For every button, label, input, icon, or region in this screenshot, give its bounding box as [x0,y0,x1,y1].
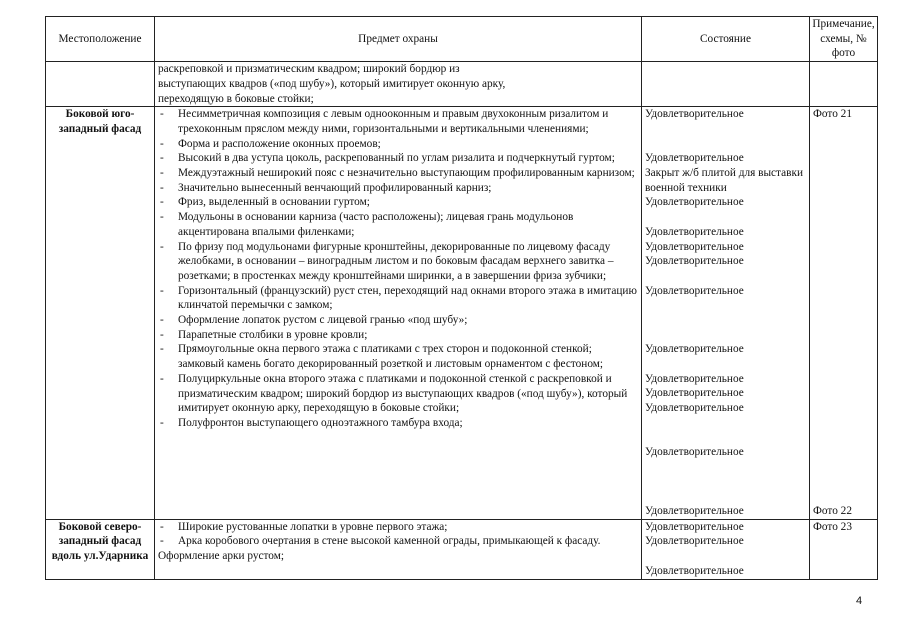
state-value: Удовлетворительное [645,225,744,238]
header-subject: Предмет охраны [155,17,642,62]
list-item: - Модульоны в основании карниза (часто расположены); лицевая грань модульонов акцентирована впалыми филенками; [160,211,574,238]
table-row-continuation [46,62,878,107]
state-value: Удовлетворительное [645,343,744,356]
photo-ref: Фото 22 [813,505,852,517]
list-item: - Широкие рустованные лопатки в уровне первого этажа; [160,520,448,533]
table-row-nw-facade [46,519,878,579]
list-item: - Арка коробового очертания в стене высокой каменной ограды, примыкающей к фасаду. [160,535,601,548]
subject-cell [155,519,642,579]
list-item: - Фриз, выделенный в основании гуртом; [160,196,370,209]
list-item: - Значительно вынесенный венчающий профилированный карниз; [160,181,492,194]
state-value: Удовлетворительное [645,284,744,297]
page-number: 4 [856,595,863,607]
header-note: Примечание, схемы, № фото [810,17,878,62]
list-item: - Парапетные столбики в уровне кровли; [160,328,368,341]
list-item: - Полуфронтон выступающего одноэтажного тамбура входа; [160,416,463,429]
state-value: Удовлетворительное [645,152,744,165]
state-value: Удовлетворительное [645,505,744,517]
state-value: Удовлетворительное [645,387,744,400]
note-cell [810,107,878,519]
cont-note-cell [810,62,878,107]
header-location: Местоположение [46,17,155,62]
location-cell: Боковой юго-западный фасад [46,107,155,519]
state-cell [642,519,810,579]
note-cell [810,519,878,579]
state-value: Удовлетворительное [645,108,744,121]
cont-line: переходящую в боковые стойки; [158,92,314,105]
state-value: Удовлетворительное [645,520,744,533]
state-value: Удовлетворительное [645,535,744,548]
state-value: Удовлетворительное [645,372,744,385]
list-item: - По фризу под модульонами фигурные кронштейны, декорированные по лицевому фасаду желобками, в основании – виноградным листом и по боковым фасадам верхнего завитка – розетками; в простенках между кронштейнами ширинки, а в завершении фриза зубчики; [160,240,614,282]
table-header-row [46,17,878,62]
state-value: Удовлетворительное [645,564,744,577]
state-value: Удовлетворительное [645,446,744,459]
list-item: - Полуциркульные окна второго этажа с платиками и подоконной стенкой с раскреповкой и призматическим квадром; широкий бордюр из выступающих квадров («под шубу»), который имитирует оконную арку, переходящую в боковые стойки; [160,372,628,415]
cont-state-cell [642,62,810,107]
state-cell [642,107,810,519]
list-item: - Горизонтальный (французский) руст стен, переходящий над окнами второго этажа в имитацию клинчатой перемычки с замком; [160,284,637,312]
protection-subject-table [45,16,878,580]
state-value: Удовлетворительное [645,240,744,253]
photo-ref: Фото 23 [813,520,852,533]
list-item: - Прямоугольные окна первого этажа с платиками с трех сторон и подоконной стенкой; замковый камень богато декорированный розеткой и листовым орнаментом с фестоном; [160,343,604,371]
list-item: - Высокий в два уступа цоколь, раскрепованный по углам ризалита и подчеркнутый гуртом; [160,152,615,165]
state-value: Удовлетворительное [645,255,744,268]
state-value: Закрыт ж/б плитой для выставки военной техники [645,167,804,194]
location-cell: Боковой северо-западный фасад вдоль ул.Ударника [46,519,155,579]
list-item: - Несимметричная композиция с левым однооконным и правым двухоконным ризалитом и трехоконным пряслом между ними, горизонтальными и вертикальными членениями; [160,108,609,135]
subject-cell [155,107,642,519]
list-item: - Междуэтажный неширокий пояс с незначительно выступающим профилированным карнизом; [160,167,635,180]
table-row-sw-facade [46,107,878,519]
list-item: - Оформление лопаток рустом с лицевой гранью «под шубу»; [160,314,468,327]
cont-line: выступающих квадров («под шубу»), который имитирует оконную арку, [158,77,506,90]
header-state: Состояние [642,17,810,62]
cont-location-cell [46,62,155,107]
cont-subject-cell [155,62,642,107]
cont-line: раскреповкой и призматическим квадром; широкий бордюр из [158,63,460,76]
list-item: Оформление арки рустом; [158,550,285,563]
state-value: Удовлетворительное [645,402,744,415]
list-item: - Форма и расположение оконных проемов; [160,137,381,150]
state-value: Удовлетворительное [645,196,744,209]
photo-ref: Фото 21 [813,108,852,121]
